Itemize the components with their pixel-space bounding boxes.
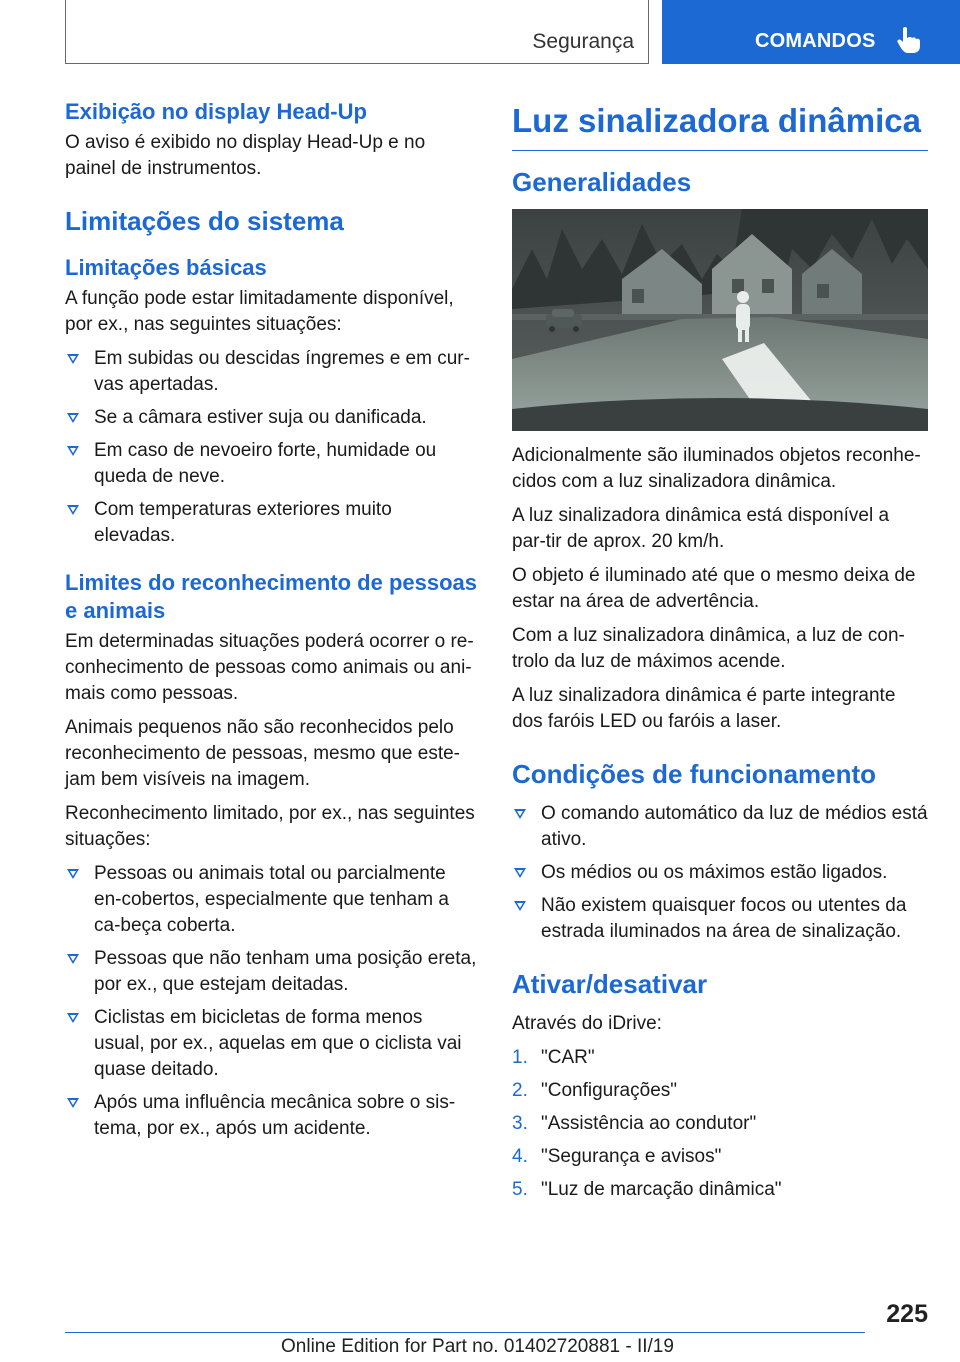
heading-activate-deactivate: Ativar/desativar (512, 969, 708, 999)
step-number: 2. (512, 1080, 528, 1101)
triangle-bullet-icon (67, 505, 79, 515)
list-item: Não existem quaisquer focos ou utentes da estrada iluminados na área de sinalização. (512, 893, 928, 945)
steps-list (512, 1045, 928, 1203)
triangle-bullet-icon (67, 869, 79, 879)
triangle-bullet-icon (514, 809, 526, 819)
list-item: Pessoas que não tenham uma posição ereta, por ex., que estejam deitadas. (65, 946, 477, 998)
paragraph-recognition-2: Animais pequenos não são reconhecidos pelo reconhecimento de pessoas, mesmo que este-jam bem visíveis na imagem. (65, 717, 460, 790)
list-item: 1. "CAR" (512, 1045, 928, 1071)
paragraph-recognition-3: Reconhecimento limitado, por ex., nas seguintes situações: (65, 803, 475, 850)
pointing-hand-icon (896, 26, 922, 54)
list-item: Após uma influência mecânica sobre o sis-tema, por ex., após um acidente. (65, 1090, 477, 1142)
list-item: Os médios ou os máximos estão ligados. (512, 860, 928, 886)
list-item: Se a câmara estiver suja ou danificada. (65, 405, 477, 431)
list-item: Em subidas ou descidas íngremes e em cur-vas apertadas. (65, 346, 477, 398)
triangle-bullet-icon (67, 446, 79, 456)
list-item: 2. "Configurações" (512, 1078, 928, 1104)
header-section-title: Segurança (532, 30, 634, 53)
triangle-bullet-icon (67, 1098, 79, 1108)
list-item: O comando automático da luz de médios está ativo. (512, 801, 928, 853)
paragraph-general-3: O objeto é iluminado até que o mesmo deixa de estar na área de advertência. (512, 565, 916, 612)
page-number: 225 (886, 1300, 928, 1328)
recognition-limits-list (65, 861, 477, 1142)
step-number: 3. (512, 1113, 528, 1134)
paragraph-idrive: Através do iDrive: (512, 1013, 662, 1034)
list-item: 5. "Luz de marcação dinâmica" (512, 1177, 928, 1203)
list-item: Em caso de nevoeiro forte, humidade ou queda de neve. (65, 438, 477, 490)
night-road-illustration (512, 209, 928, 431)
list-item: Ciclistas em bicicletas de forma menos usual, por ex., aquelas em que o ciclista vai quase deitado. (65, 1005, 477, 1083)
paragraph-general-5: A luz sinalizadora dinâmica é parte integrante dos faróis LED ou faróis a laser. (512, 685, 896, 732)
triangle-bullet-icon (67, 954, 79, 964)
step-number: 5. (512, 1179, 528, 1200)
heading-recognition-limits: Limites do reconhecimento de pessoas e animais (65, 570, 478, 623)
triangle-bullet-icon (514, 868, 526, 878)
list-item: 4. "Segurança e avisos" (512, 1144, 928, 1170)
paragraph-general-4: Com a luz sinalizadora dinâmica, a luz de con-trolo da luz de máximos acende. (512, 625, 905, 672)
heading-dynamic-signal-light: Luz sinalizadora dinâmica (512, 100, 928, 151)
heading-general: Generalidades (512, 167, 692, 197)
paragraph-recognition-1: Em determinadas situações poderá ocorrer o re-conhecimento de pessoas como animais ou ani-mais como pessoas. (65, 631, 474, 704)
list-item: Pessoas ou animais total ou parcialmente en-cobertos, especialmente que tenham a ca-beça coberta. (65, 861, 477, 939)
paragraph-head-up: O aviso é exibido no display Head-Up e no painel de instrumentos. (65, 132, 426, 179)
triangle-bullet-icon (514, 901, 526, 911)
paragraph-general-1: Adicionalmente são iluminados objetos reconhe-cidos com a luz sinalizadora dinâmica. (512, 445, 921, 492)
header-chapter-title: COMANDOS (755, 30, 876, 52)
basic-limitations-list (65, 346, 477, 549)
list-item: Com temperaturas exteriores muito elevadas. (65, 497, 477, 549)
paragraph-basic-limitations: A função pode estar limitadamente disponível, por ex., nas seguintes situações: (65, 288, 454, 335)
heading-head-up-display: Exibição no display Head-Up (65, 99, 367, 124)
triangle-bullet-icon (67, 1013, 79, 1023)
triangle-bullet-icon (67, 413, 79, 423)
conditions-list (512, 801, 928, 945)
heading-system-limitations: Limitações do sistema (65, 206, 344, 236)
triangle-bullet-icon (67, 354, 79, 364)
step-number: 1. (512, 1047, 528, 1068)
footer-divider (65, 1332, 865, 1333)
left-column (65, 98, 477, 1150)
right-column (512, 100, 928, 1211)
footer-edition: Online Edition for Part no. 01402720881 - II/19 (281, 1336, 674, 1357)
heading-operating-conditions: Condições de funcionamento (512, 759, 877, 789)
header-section-tab (65, 0, 649, 64)
paragraph-general-2: A luz sinalizadora dinâmica está disponível a par-tir de aprox. 20 km/h. (512, 505, 890, 552)
list-item: 3. "Assistência ao condutor" (512, 1111, 928, 1137)
header-chapter-tab (662, 0, 960, 64)
step-number: 4. (512, 1146, 528, 1167)
heading-basic-limitations: Limitações básicas (65, 255, 267, 280)
